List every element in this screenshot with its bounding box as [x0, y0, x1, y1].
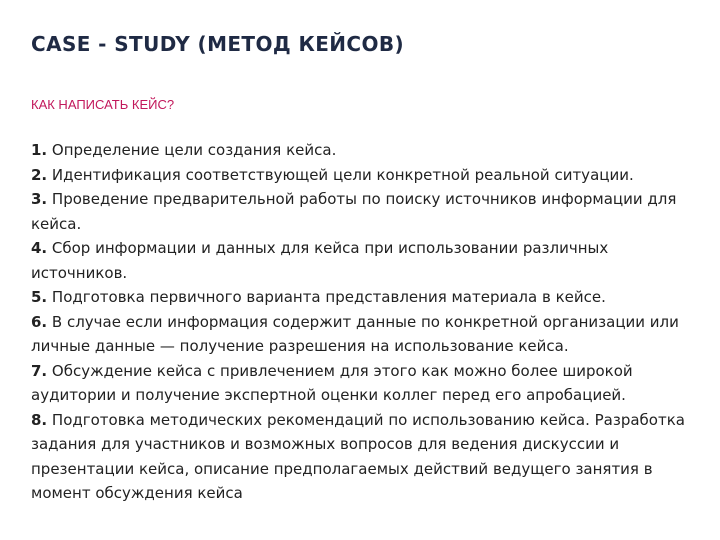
step-item: [31, 408, 696, 506]
step-text: Определение цели создания кейса.: [47, 141, 337, 159]
slide-title: CASE - STUDY (МЕТОД КЕЙСОВ): [31, 32, 405, 56]
step-item: [31, 285, 696, 310]
step-item: [31, 163, 696, 188]
step-number: 7.: [31, 361, 48, 380]
step-text: В случае если информация содержит данные по конкретной организации или личные данные — получение разрешения на использование кейса.: [31, 312, 679, 355]
step-item: [31, 359, 696, 408]
step-number: 6.: [31, 312, 48, 331]
slide-subtitle: КАК НАПИСАТЬ КЕЙС?: [31, 97, 175, 112]
step-text: Проведение предварительной работы по поиску источников информации для кейса.: [31, 190, 677, 233]
step-number: 5.: [31, 288, 48, 306]
step-number: 8.: [31, 410, 48, 429]
step-text: Идентификация соответствующей цели конкретной реальной ситуации.: [47, 165, 634, 184]
step-number: 2.: [31, 165, 48, 184]
step-text: Обсуждение кейса с привлечением для этого как можно более широкой аудитории и получение экспертной оценки коллег перед его апробацией.: [31, 361, 633, 404]
step-number: 3.: [31, 190, 48, 208]
step-item: [31, 187, 696, 236]
step-item: [31, 310, 696, 359]
step-item: [31, 236, 696, 285]
step-number: 4.: [31, 239, 48, 257]
step-text: Подготовка первичного варианта представления материала в кейсе.: [47, 288, 606, 306]
step-text: Подготовка методических рекомендаций по использованию кейса. Разработка задания для участников и возможных вопросов для ведения дискуссии и презентации кейса, описание предполагаемых действий ведущего занятия в момент обсуждения кейса: [31, 410, 685, 502]
step-text: Сбор информации и данных для кейса при использовании различных источников.: [31, 239, 609, 282]
steps-list: [31, 138, 696, 506]
step-number: 1.: [31, 141, 48, 159]
step-item: [31, 138, 696, 163]
